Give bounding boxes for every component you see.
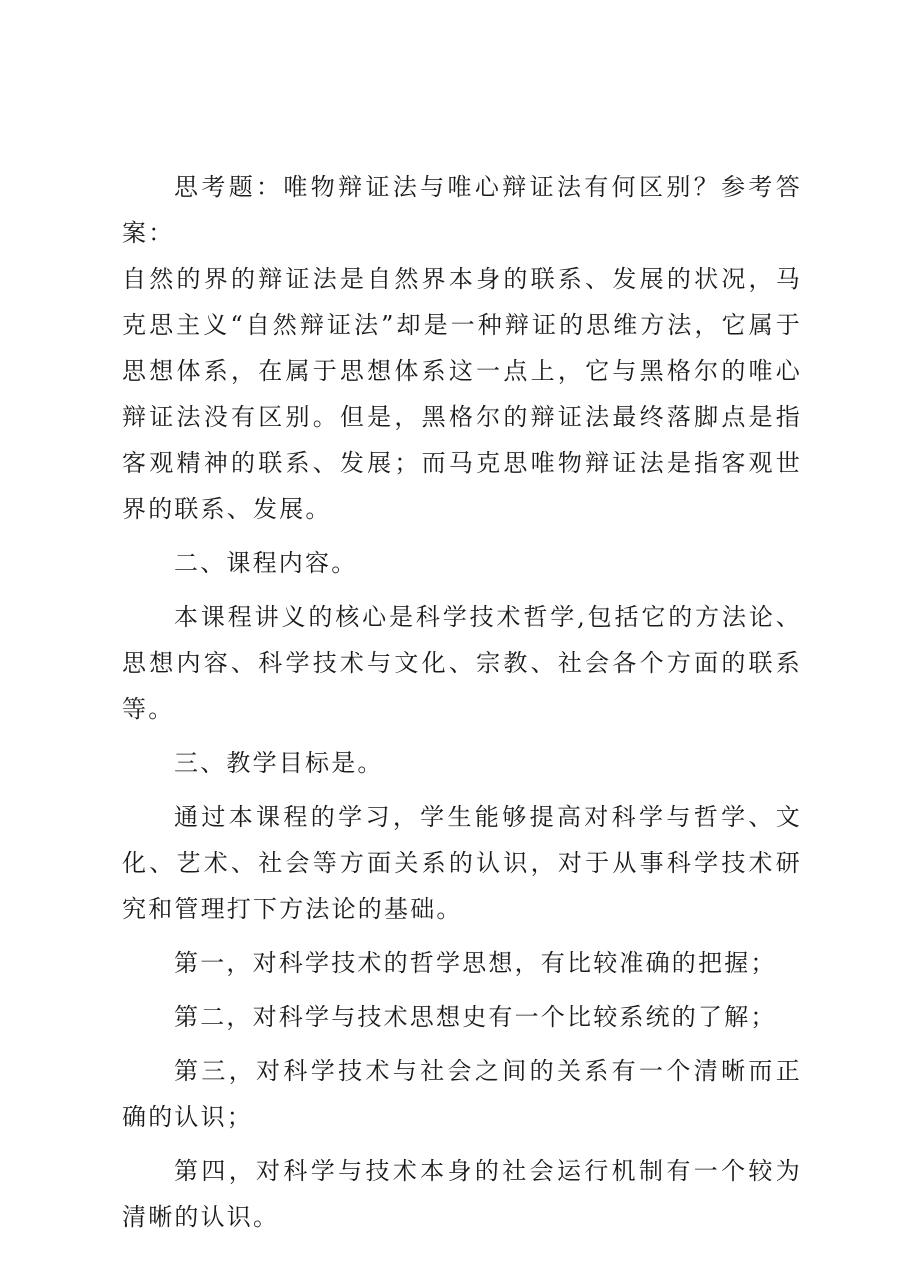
course-content-paragraph: 本课程讲义的核心是科学技术哲学,包括它的方法论、思想内容、科学技术与文化、宗教、社会各个方面的联系等。 xyxy=(122,603,802,723)
goal-item-4: 第四，对科学与技术本身的社会运行机制有一个较为清晰的认识。 xyxy=(122,1157,802,1231)
goal-item-3: 第三，对科学技术与社会之间的关系有一个清晰而正确的认识； xyxy=(122,1057,802,1131)
section-heading-teaching-goals: 三、教学目标是。 xyxy=(174,749,384,777)
teaching-goals-paragraph: 通过本课程的学习，学生能够提高对科学与哲学、文化、艺术、社会等方面关系的认识，对于从事科学技术研究和管理打下方法论的基础。 xyxy=(122,803,802,923)
document-body xyxy=(122,164,802,1248)
section-heading-course-content: 二、课程内容。 xyxy=(174,549,358,577)
goal-item-2: 第二，对科学与技术思想史有一个比较系统的了解； xyxy=(174,1003,777,1031)
goal-item-1: 第一，对科学技术的哲学思想，有比较准确的把握； xyxy=(174,949,777,977)
answer-paragraph: 自然的界的辩证法是自然界本身的联系、发展的状况，马克思主义“自然辩证法”却是一种辩证的思维方法，它属于思想体系，在属于思想体系这一点上，它与黑格尔的唯心辩证法没有区别。但是，黑格尔的辩证法最终落脚点是指客观精神的联系、发展；而马克思唯物辩证法是指客观世界的联系、发展。 xyxy=(122,265,802,523)
question-paragraph: 思考题：唯物辩证法与唯心辩证法有何区别？参考答案： xyxy=(122,173,802,247)
